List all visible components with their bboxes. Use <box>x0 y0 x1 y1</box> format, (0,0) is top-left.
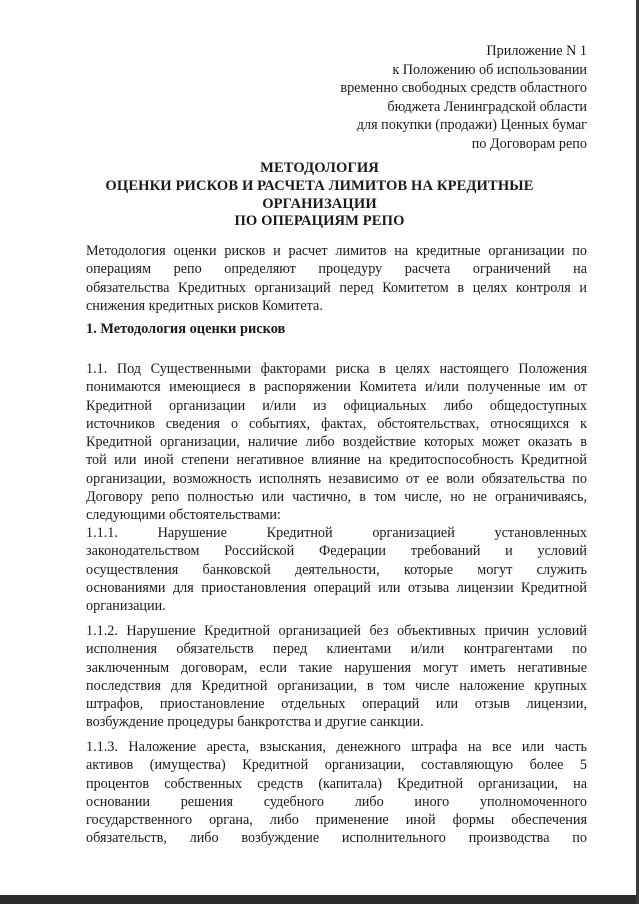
title-line: ОЦЕНКИ РИСКОВ И РАСЧЕТА ЛИМИТОВ НА КРЕДИТНЫЕ <box>105 177 534 194</box>
appendix-line: временно свободных средств областного <box>340 80 587 97</box>
text-line: 1.1.1. Нарушение Кредитной организацией установленных <box>86 525 587 541</box>
scan-bottom-edge <box>0 895 639 904</box>
text-line: Кредитной организации, наличие либо воздействие которых может оказать в <box>86 434 587 451</box>
text-line: источников сведения о событиях, фактах, обстоятельствах, относящихся к <box>86 415 587 432</box>
text-line: государственного органа, либо применение иной формы обеспечения <box>86 812 587 829</box>
paragraph-1-1-1 <box>86 524 587 615</box>
text-line: снижения кредитных рисков Комитета. <box>86 297 323 314</box>
text-line: следующими обстоятельствами: <box>86 507 281 524</box>
paragraph-1-1-3 <box>86 738 587 848</box>
appendix-line: Приложение N 1 <box>486 43 587 59</box>
text-line: обязательств, либо возбуждение исполнительного производства по <box>86 830 587 847</box>
text-line: Методология оценки рисков и расчет лимитов на кредитные организации по <box>86 243 587 259</box>
title-line: ОРГАНИЗАЦИИ <box>262 195 377 212</box>
text-line: основаниями для приостановления операций или отзыва лицензии Кредитной <box>86 579 587 596</box>
text-line: операциям репо определяют процедуру расчета ограничений на <box>86 261 587 278</box>
appendix-line: к Положению об использовании <box>392 61 587 78</box>
appendix-line: по Договорам репо <box>471 135 587 152</box>
text-line: понимаются имеющиеся в распоряжении Комитета и/или полученные им от <box>86 379 587 396</box>
text-line: Кредитной организации и/или из официальных либо общедоступных <box>86 397 587 414</box>
text-line: штрафов, приостановление отдельных операций или отзыв лицензии, <box>86 696 587 713</box>
text-line: той или иной степени негативное влияние на кредитоспособность Кредитной <box>86 452 587 469</box>
intro-paragraph <box>86 242 587 315</box>
text-line: 1.1.3. Наложение ареста, взыскания, денежного штрафа на все или часть <box>86 739 587 755</box>
text-line: 1.1.2. Нарушение Кредитной организацией без объективных причин условий <box>86 623 587 639</box>
text-line: заключенным договорам, если такие нарушения могут иметь негативные <box>86 659 587 676</box>
paragraph-1-1 <box>86 360 587 525</box>
paragraph-1-1-2 <box>86 622 587 732</box>
text-line: организации, возможность исполнять независимо от ее воли обязательства по <box>86 470 587 487</box>
text-line: обязательства Кредитных организаций перед Комитетом в целях контроля и <box>86 279 587 296</box>
text-line: исполнения обязательств перед клиентами и/или контрагентами по <box>86 641 587 658</box>
section-heading: 1. Методология оценки рисков <box>86 321 286 337</box>
text-line: основании решения судебного либо иного уполномоченного <box>86 793 587 810</box>
title-line: МЕТОДОЛОГИЯ <box>260 160 379 176</box>
text-line: 1.1. Под Существенными факторами риска в целях настоящего Положения <box>86 361 587 377</box>
text-line: Договору репо полностью или частично, в том числе, но не ограничиваясь, <box>86 489 587 506</box>
text-line: последствия для Кредитной организации, в том числе наложение крупных <box>86 677 587 694</box>
appendix-line: бюджета Ленинградской области <box>387 98 587 115</box>
appendix-line: для покупки (продажи) Ценных бумаг <box>356 117 587 134</box>
document-title <box>0 160 639 231</box>
text-line: законодательством Российской Федерации требований и условий <box>86 543 587 560</box>
text-line: процентов собственных средств (капитала) Кредитной организации, на <box>86 775 587 792</box>
text-line: возбуждение процедуры банкротства и другие санкции. <box>86 714 424 731</box>
text-line: активов (имущества) Кредитной организации, составляющую более 5 <box>86 757 587 774</box>
appendix-reference <box>340 42 587 154</box>
text-line: организации. <box>86 598 166 615</box>
text-line: осуществления банковской деятельности, которые могут служить <box>86 561 587 578</box>
title-line: ПО ОПЕРАЦИЯМ РЕПО <box>234 213 405 230</box>
